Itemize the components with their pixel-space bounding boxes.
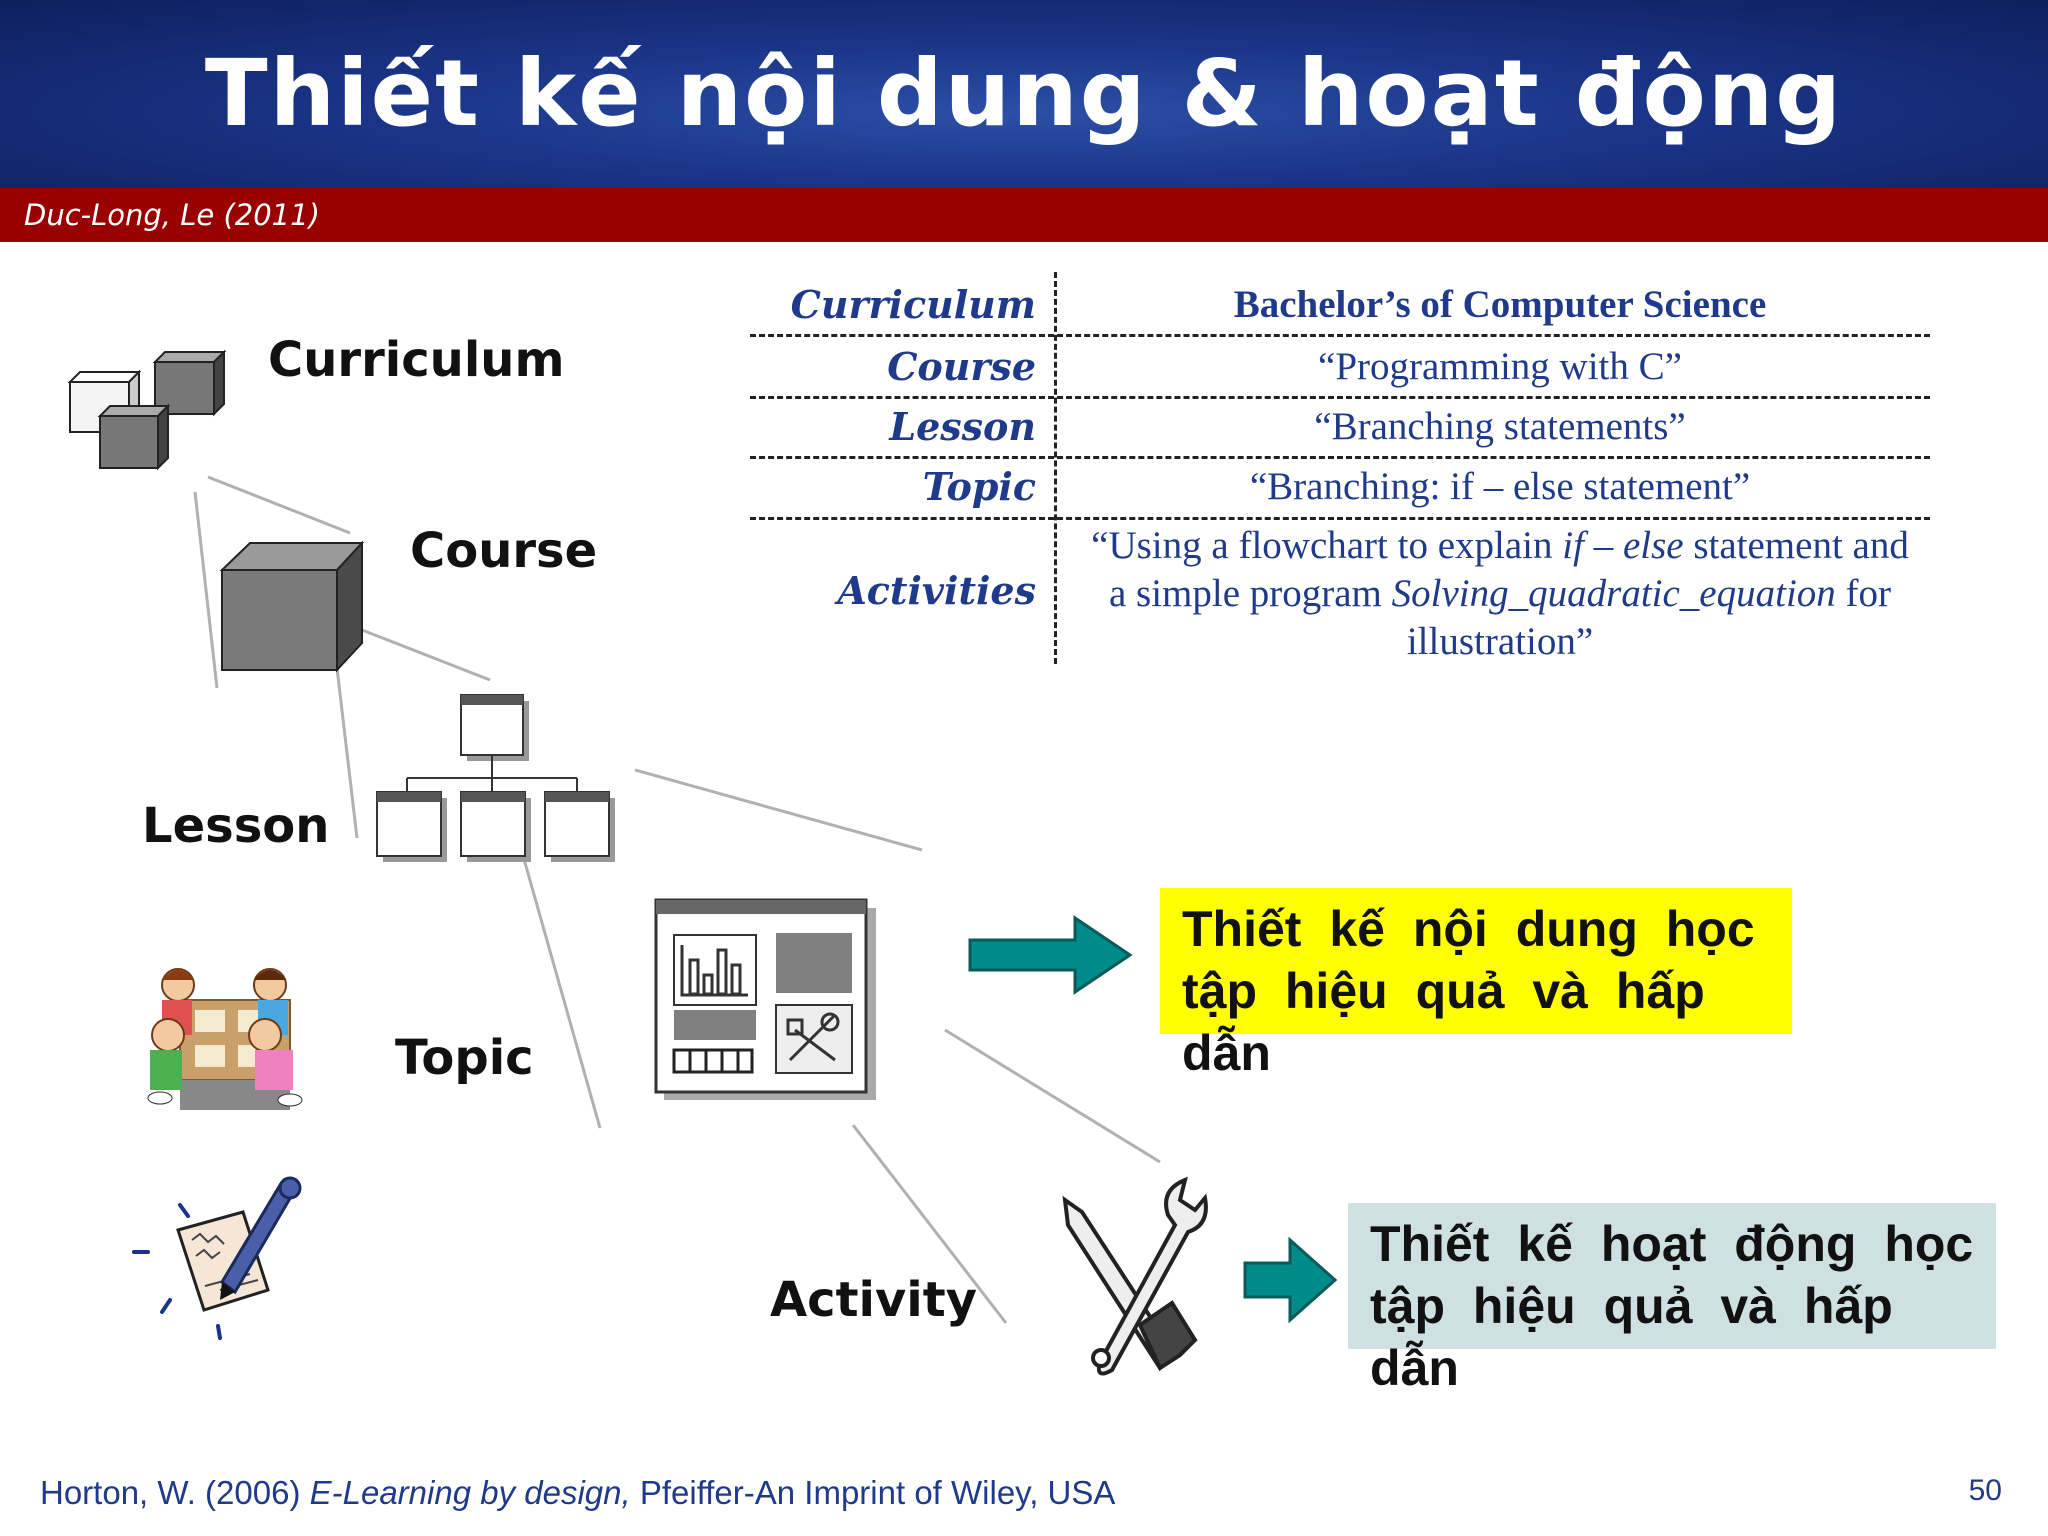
- table-value-lesson: “Branching statements”: [1314, 405, 1686, 448]
- table-label-curriculum: Curriculum: [790, 282, 1036, 327]
- lesson-orgchart-icon: [377, 695, 615, 862]
- page-number: 50: [1968, 1474, 2002, 1507]
- table-divider: [750, 396, 1930, 399]
- callout-content-line1: Thiết kế nội dung học: [1182, 901, 1755, 957]
- table-label-lesson: Lesson: [889, 404, 1036, 449]
- table-value-activities-line3: illustration”: [1406, 620, 1594, 663]
- label-course: Course: [410, 523, 598, 579]
- table-value-topic: “Branching: if – else statement”: [1249, 465, 1751, 508]
- pen-paper-icon: [134, 1178, 300, 1338]
- table-value-activities-line2: a simple program Solving_quadratic_equation for: [1108, 572, 1892, 615]
- activity-design-callout: [1348, 1203, 1996, 1396]
- label-lesson: Lesson: [142, 798, 330, 854]
- callout-content-line2: tập hiệu quả và hấp dẫn: [1182, 963, 1705, 1081]
- table-divider: [750, 517, 1930, 520]
- table-divider: [750, 334, 1930, 337]
- table-label-topic: Topic: [922, 464, 1036, 509]
- kids-group-icon: [148, 969, 302, 1110]
- content-design-callout: [1160, 888, 1792, 1081]
- arrow-to-activity-icon: [1245, 1240, 1335, 1320]
- label-activity: Activity: [770, 1272, 977, 1328]
- slide-title: Thiết kế nội dung & hoạt động: [204, 40, 1844, 147]
- topic-screen-icon: [656, 900, 876, 1100]
- callout-activity-line1: Thiết kế hoạt động học: [1370, 1216, 1974, 1272]
- curriculum-cubes-icon: [70, 352, 224, 468]
- table-value-activities-line1: “Using a flowchart to explain if – else statement and: [1091, 524, 1909, 567]
- reference-citation: Horton, W. (2006) E-Learning by design, Pfeiffer-An Imprint of Wiley, USA: [40, 1474, 1116, 1511]
- table-value-curriculum: Bachelor’s of Computer Science: [1233, 283, 1767, 326]
- table-vertical-divider: [1054, 272, 1057, 664]
- tools-icon: [1065, 1180, 1206, 1374]
- table-value-course: “Programming with C”: [1318, 345, 1682, 388]
- table-label-course: Course: [887, 344, 1036, 389]
- table-label-activities: Activities: [837, 568, 1036, 613]
- label-curriculum: Curriculum: [268, 332, 565, 388]
- course-cube-icon: [222, 543, 362, 670]
- table-divider: [750, 456, 1930, 459]
- arrow-to-content-icon: [970, 918, 1130, 992]
- label-topic: Topic: [395, 1030, 534, 1086]
- author-credit: Duc-Long, Le (2011): [24, 198, 320, 232]
- callout-activity-line2: tập hiệu quả và hấp dẫn: [1370, 1278, 1893, 1396]
